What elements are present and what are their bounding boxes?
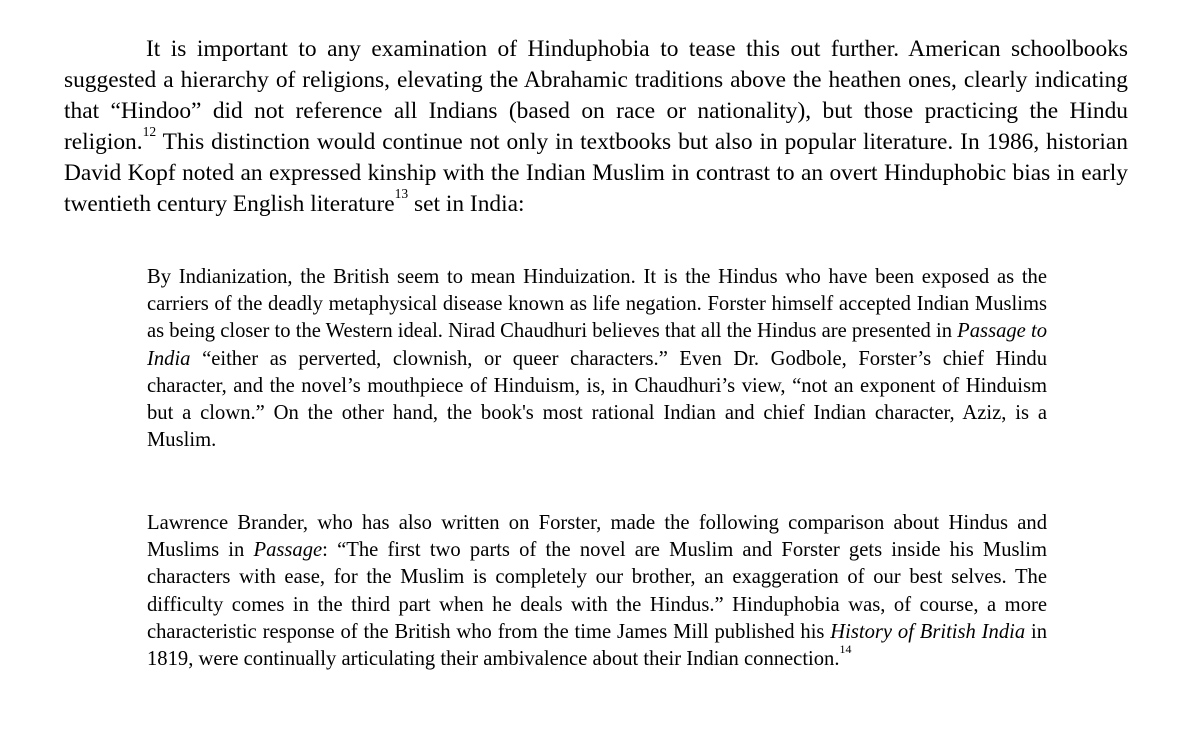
paragraph-text-2: This distinction would continue not only in textbooks but also in popular literature. In 1986, historian David Kopf noted an expressed kinship with the Indian Muslim in contrast to an overt Hinduphobic bias in early twentieth century English literature	[64, 129, 1128, 217]
quote-2-text-1: Lawrence Brander, who has also written on Forster, made the following comparison about Hindus and Muslims in	[147, 512, 1047, 562]
body-paragraph	[64, 34, 1128, 220]
paragraph-text-1: It is important to any examination of Hinduphobia to tease this out further. American schoolbooks suggested a hierarchy of religions, elevating the Abrahamic traditions above the heathen ones, clearly indicating that “Hindoo” did not reference all Indians (based on race or nationality), but those practicing the Hindu religion.	[64, 36, 1128, 155]
footnote-marker-12: 12	[142, 123, 157, 139]
block-quote-brander	[147, 510, 1047, 673]
quote-2-text-3: in 1819, were continually articulating their ambivalence about their Indian connection.	[147, 620, 1047, 671]
paragraph-text-3: set in India:	[408, 191, 525, 217]
block-quote-kopf	[147, 264, 1047, 454]
quote-1-text-2: “either as perverted, clownish, or queer characters.” Even Dr. Godbole, Forster’s chief Hindu character, and the novel’s mouthpiece of Hinduism, is, in Chaudhuri’s view, “not an exponent of Hinduism but a clown.” On the other hand, the book's most rational Indian and chief Indian character, Aziz, is a Muslim.	[147, 347, 1047, 452]
footnote-marker-13: 13	[394, 185, 409, 201]
book-title-passage-to-india: Passage to India	[147, 320, 1047, 370]
footnote-marker-14: 14	[839, 642, 852, 657]
quote-2-text-2: : “The first two parts of the novel are Muslim and Forster gets inside his Muslim characters with ease, for the Muslim is completely our brother, an exaggeration of our best selves. The difficulty comes in the third part when he deals with the Hindus.” Hinduphobia was, of course, a more characteristic response of the British who from the time James Mill published his	[147, 539, 1047, 643]
book-title-passage: Passage	[253, 539, 323, 562]
quote-1-text-1: By Indianization, the British seem to mean Hinduization. It is the Hindus who have been exposed as the carriers of the deadly metaphysical disease known as life negation. Forster himself accepted Indian Muslims as being closer to the Western ideal. Nirad Chaudhuri believes that all the Hindus are presented in	[147, 266, 1047, 343]
book-title-history-of-british-india: History of British India	[830, 620, 1026, 643]
